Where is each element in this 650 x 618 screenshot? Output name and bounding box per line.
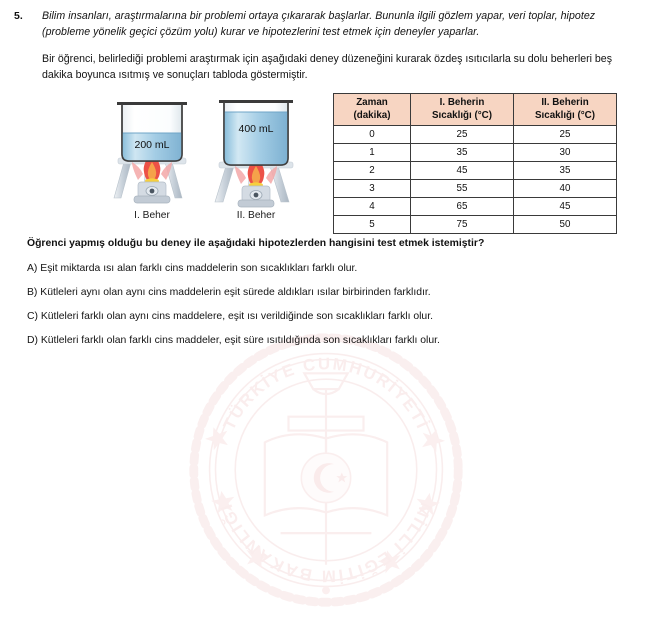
column-header-beaker1 [411, 94, 514, 126]
column-header-beaker2 [514, 94, 617, 126]
beaker-caption-2: II. Beher [236, 210, 276, 221]
column-header-time-line2: (dakika) [353, 109, 391, 121]
table-head [334, 94, 617, 126]
cell-time: 3 [334, 180, 411, 198]
table-row [334, 198, 617, 216]
column-header-beaker1-line2: Sıcaklığı (°C) [432, 109, 492, 121]
question-body [42, 9, 636, 83]
option-b[interactable]: B) Kütleleri aynı olan aynı cins maddelerin eşit sürede aldıkları ısılar birbirinden farklıdır. [27, 287, 431, 298]
option-d[interactable]: D) Kütleleri farklı olan farklı cins maddeler, eşit süre ısıtıldığında son sıcaklıkları farklı olur. [27, 335, 440, 346]
column-header-beaker1-line1: I. Beherin [439, 97, 485, 108]
cell-time: 2 [334, 162, 411, 180]
temperature-data-table [333, 93, 617, 234]
cell-beaker1: 65 [411, 198, 514, 216]
cell-beaker2: 35 [514, 162, 617, 180]
watermark-text-top: TÜRKİYE CUMHURİYETİ [219, 354, 433, 433]
experiment-figure [104, 92, 314, 230]
table-row [334, 144, 617, 162]
question-block [14, 9, 636, 83]
table-header-row [334, 94, 617, 126]
cell-beaker2: 50 [514, 216, 617, 234]
cell-time: 5 [334, 216, 411, 234]
column-header-time [334, 94, 411, 126]
cell-time: 4 [334, 198, 411, 216]
beaker-glass-1 [117, 102, 187, 161]
watermark-text-bottom: MİLLİ EĞİTİM BAKANLIĞI [216, 499, 436, 586]
column-header-beaker2-line2: Sıcaklığı (°C) [535, 109, 595, 121]
cell-time: 1 [334, 144, 411, 162]
context-paragraph: Bir öğrenci, belirlediği problemi araştırmak için aşağıdaki deney düzeneğini kurarak özdeş ısıtıcılarla su dolu beherleri beş dakika boyunca ısıtmış ve sonuçları tabloda göstermiştir. [42, 53, 612, 81]
beaker-caption-1: I. Beher [134, 210, 170, 221]
table-row [334, 126, 617, 144]
beaker-setup-1 [108, 92, 196, 230]
beaker-volume-label-2: 400 mL [238, 123, 274, 135]
cell-time: 0 [334, 126, 411, 144]
column-header-beaker2-line1: II. Beherin [541, 97, 589, 108]
cell-beaker2: 45 [514, 198, 617, 216]
intro-paragraph: Bilim insanları, araştırmalarına bir problemi ortaya çıkararak başlarlar. Bununla ilgili gözlem yapar, veri toplar, hipotez (probleme yönelik geçici çözüm yolu) kurar ve hipotezlerini test etmek için deneyler yaparlar. [42, 10, 596, 38]
cell-beaker1: 45 [411, 162, 514, 180]
table-body [334, 126, 617, 234]
question-number: 5. [14, 10, 23, 22]
burner-1 [134, 182, 170, 203]
table-row [334, 180, 617, 198]
question-prompt: Öğrenci yapmış olduğu bu deney ile aşağıdaki hipotezlerden hangisini test etmek istemiştir? [27, 238, 485, 249]
beaker-diagram-1 [108, 92, 196, 214]
cell-beaker1: 25 [411, 126, 514, 144]
cell-beaker1: 35 [411, 144, 514, 162]
column-header-time-line1: Zaman [356, 97, 388, 108]
beaker-setup-2 [208, 92, 304, 230]
cell-beaker2: 25 [514, 126, 617, 144]
cell-beaker2: 30 [514, 144, 617, 162]
cell-beaker1: 75 [411, 216, 514, 234]
option-c[interactable]: C) Kütleleri farklı olan aynı cins maddelere, eşit ısı verildiğinde son sıcaklıkları farklı olur. [27, 311, 433, 322]
table-row [334, 162, 617, 180]
option-a[interactable]: A) Eşit miktarda ısı alan farklı cins maddelerin son sıcaklıkları farklı olur. [27, 263, 358, 274]
table-row [334, 216, 617, 234]
beaker-volume-label-1: 200 mL [134, 139, 170, 151]
beaker-diagram-2 [208, 92, 304, 214]
answer-options [27, 262, 627, 348]
cell-beaker2: 40 [514, 180, 617, 198]
cell-beaker1: 55 [411, 180, 514, 198]
burner-2 [238, 186, 274, 207]
